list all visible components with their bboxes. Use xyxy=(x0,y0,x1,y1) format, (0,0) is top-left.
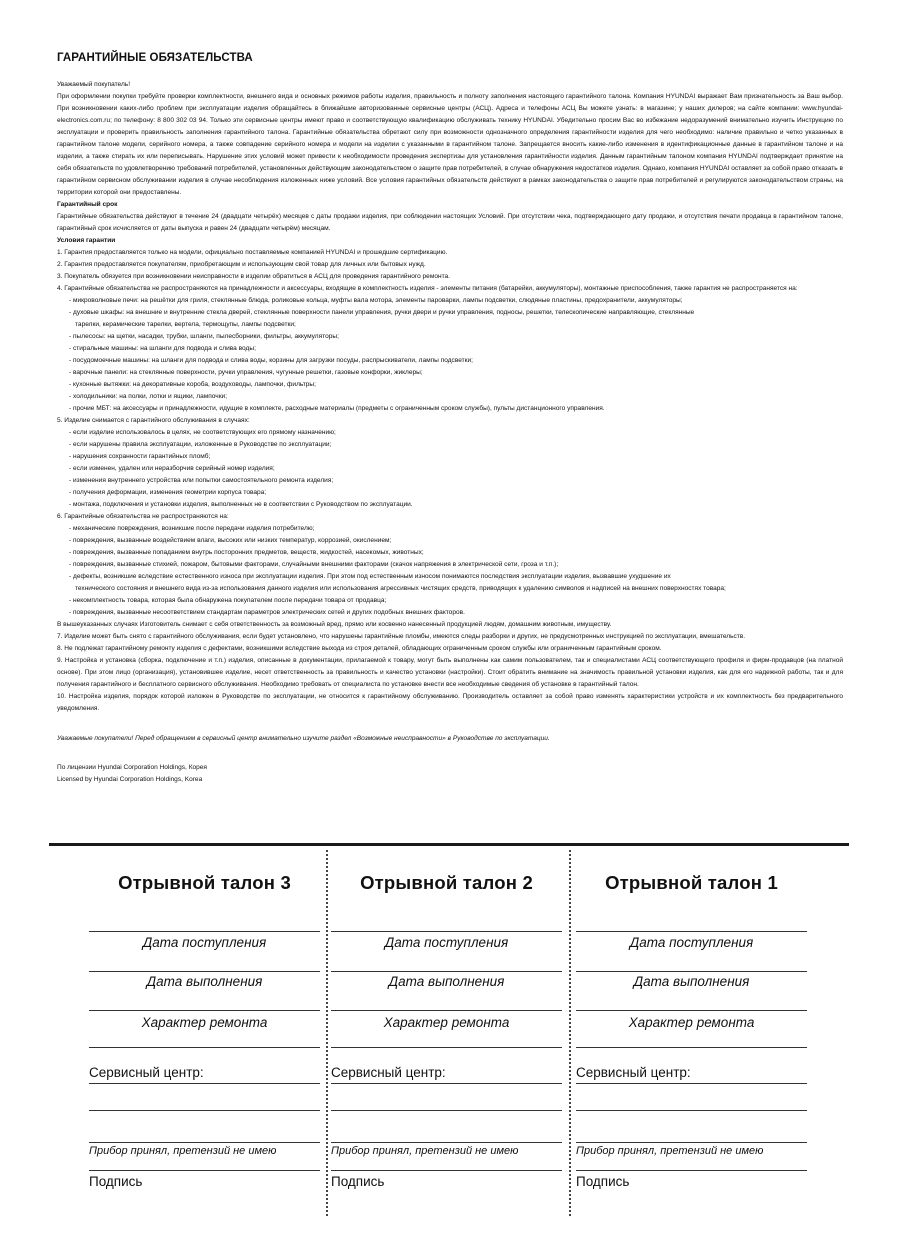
condition-3: 3. Покупатель обязуется при возникновении неисправности в изделии обратиться в АСЦ для проведения гарантийного ремонта. xyxy=(57,273,450,280)
condition-6-item: технического состояния и внешнего вида из-за использования данного изделия или использования агрессивных чистящих средств, приводящих к удалению символов и надписей на внешних поверхностях товара; xyxy=(75,585,726,592)
condition-5-item: - изменения внутреннего устройства или попытки самостоятельного ремонта изделия; xyxy=(69,477,334,484)
date-received-label: Дата поступления xyxy=(142,935,267,950)
divider-line xyxy=(331,1110,562,1111)
coupon-3 xyxy=(89,855,320,1215)
term-heading: Гарантийный срок xyxy=(57,201,118,208)
license-en: Licensed by Hyundai Corporation Holdings, Korea xyxy=(57,776,203,783)
condition-4-item: - кухонные вытяжки: на декоративные короба, воздуховоды, лампочки, фильтры; xyxy=(69,381,316,388)
condition-5-item: - получения деформации, изменения геометрии корпуса товара; xyxy=(69,489,267,496)
condition-6-tail: В вышеуказанных случаях Изготовитель снимает с себя ответственность за возможный вред, прямо или косвенно нанесенный продукцией людям, домашним животным, имуществу. xyxy=(57,621,612,628)
divider-line xyxy=(576,1110,807,1111)
service-center-label: Сервисный центр: xyxy=(331,1065,446,1080)
date-done-label: Дата выполнения xyxy=(146,974,263,989)
coupon-2 xyxy=(331,855,562,1215)
cut-line xyxy=(569,850,571,1216)
condition-4-item: - прочие МБТ: на аксессуары и принадлежности, идущие в комплекте, расходные материалы (предметы с ограниченным сроком службы), пульты дистанционного управления. xyxy=(69,405,605,412)
condition-4-item: тарелки, керамические тарелки, вертела, термощупы, лампы подсветки; xyxy=(75,321,296,328)
condition-5: 5. Изделие снимается с гарантийного обслуживания в случаях: xyxy=(57,417,250,424)
condition-6-item: - механические повреждения, возникшие после передачи изделия потребителю; xyxy=(69,525,315,532)
condition-7: 7. Изделие может быть снято с гарантийного обслуживания, если будет установлено, что нарушены гарантийные пломбы, имеются следы разборки и других, не предусмотренных инструкцией по эксплуатации, вмешательств. xyxy=(57,633,746,640)
condition-6-item: - дефекты, возникшие вследствие естественного износа при эксплуатации изделия. При этом под естественным износом понимаются последствия эксплуатации изделия, вызвавшие ухудшение их xyxy=(69,573,671,580)
condition-4-item: - стиральные машины: на шланги для подвода и слива воды; xyxy=(69,345,256,352)
conditions-heading: Условия гарантии xyxy=(57,237,116,244)
signature-label: Подпись xyxy=(331,1174,385,1189)
service-notice: Уважаемые покупатели! Перед обращением в сервисный центр внимательно изучите раздел «Возможные неисправности» в Руководстве по эксплуатации. xyxy=(57,735,550,742)
divider-line xyxy=(331,971,562,972)
condition-5-item: - монтажа, подключения и установки изделия, выполненных не в соответствии с Руководством по эксплуатации. xyxy=(69,501,413,508)
divider-line xyxy=(89,931,320,932)
divider-line xyxy=(89,1047,320,1048)
accepted-statement: Прибор принял, претензий не имею xyxy=(331,1145,519,1157)
cut-line xyxy=(326,850,328,1216)
accepted-statement: Прибор принял, претензий не имею xyxy=(89,1145,277,1157)
condition-4: 4. Гарантийные обязательства не распространяются на принадлежности и аксессуары, входящие в комплектность изделия - элементы питания (батарейки, аккумуляторы), монтажные приспособления, также гарантия не распространяется на: xyxy=(57,285,798,292)
divider-line xyxy=(89,1083,320,1084)
divider-line xyxy=(89,1110,320,1111)
service-center-label: Сервисный центр: xyxy=(576,1065,691,1080)
repair-type-label: Характер ремонта xyxy=(628,1015,755,1030)
divider-line xyxy=(576,971,807,972)
repair-type-label: Характер ремонта xyxy=(383,1015,510,1030)
condition-2: 2. Гарантия предоставляется покупателям, приобретающим и использующим свой товар для личных или бытовых нужд. xyxy=(57,261,426,268)
condition-6-item: - повреждения, вызванные стихией, пожаром, бытовыми факторами, случайными внешними факторами (скачок напряжения в электрической сети, гроза и т.п.); xyxy=(69,561,559,568)
tear-off-line xyxy=(49,843,849,846)
divider-line xyxy=(89,1010,320,1011)
date-received-label: Дата поступления xyxy=(629,935,754,950)
divider-line xyxy=(576,1170,807,1171)
condition-10: 10. Настройка изделия, порядок которой изложен в Руководстве по эксплуатации, не относится к гарантийному обслуживанию. Производитель оставляет за собой право изменять характеристики устройств и их комплектность без предварительного уведомления. xyxy=(57,693,843,712)
condition-4-item: - посудомоечные машины: на шланги для подвода и слива воды, корзины для загрузки посуды, распрыскиватели, лампы подсветки; xyxy=(69,357,474,364)
condition-6-item: - повреждения, вызванные воздействием влаги, высоких или низких температур, коррозией, окислением; xyxy=(69,537,392,544)
condition-5-item: - если изделие использовалось в целях, не соответствующих его прямому назначению; xyxy=(69,429,336,436)
signature-label: Подпись xyxy=(576,1174,630,1189)
term-paragraph: Гарантийные обязательства действуют в течение 24 (двадцати четырёх) месяцев с даты продажи изделия, при соблюдении настоящих Условий. При отсутствии чека, подтверждающего дату продажи, и отсутствия печати продавца в гарантийном талоне, гарантийный срок исчисляется от даты выпуска и равен 24 (двадцати четырём) месяцам. xyxy=(57,213,843,232)
divider-line xyxy=(331,1010,562,1011)
divider-line xyxy=(576,1047,807,1048)
service-center-label: Сервисный центр: xyxy=(89,1065,204,1080)
greeting: Уважаемый покупатель! xyxy=(57,81,131,88)
divider-line xyxy=(331,1170,562,1171)
warranty-title: ГАРАНТИЙНЫЕ ОБЯЗАТЕЛЬСТВА xyxy=(57,52,253,64)
condition-6-item: - повреждения, вызванные попаданием внутрь посторонних предметов, веществ, жидкостей, насекомых, животных; xyxy=(69,549,424,556)
condition-6-item: - некомплектность товара, которая была обнаружена покупателем после передачи товара от продавца; xyxy=(69,597,387,604)
accepted-statement: Прибор принял, претензий не имею xyxy=(576,1145,764,1157)
condition-9: 9. Настройка и установка (сборка, подключение и т.п.) изделия, описанные в документации, прилагаемой к товару, могут быть выполнены как самим пользователем, так и специалистами АСЦ соответствующего профиля и фирм-продавцов (на платной основе). При этом лицо (организация), установившее изделие, несет ответственность за правильность и качество установки (настройки). Стоит обратить внимание на значимость правильной установки изделия, как для его надежной работы, так и для получения гарантийного и бесплатного сервисного обслуживания. Необходимо требовать от специалиста по установке внести все необходимые сведения об установке в гарантийный талон. xyxy=(57,657,843,688)
condition-5-item: - если изменен, удален или неразборчив серийный номер изделия; xyxy=(69,465,275,472)
condition-4-item: - духовые шкафы: на внешние и внутренние стекла дверей, стеклянные поверхности панели управления, ручки двери и ручки управления, подносы, решетки, телескопические направляющие, стеклянные xyxy=(69,309,695,316)
condition-5-item: - если нарушены правила эксплуатации, изложенные в Руководстве по эксплуатации; xyxy=(69,441,332,448)
condition-4-item: - холодильники: на полки, лотки и ящики, лампочки; xyxy=(69,393,228,400)
intro-paragraph: При оформлении покупки требуйте проверки комплектности, внешнего вида и основных режимов работы изделия, правильность и полноту заполнения настоящего гарантийного талона. Компания HYUNDAI выражает Вам признательность за Ваш выбор. При возникновении каких-либо проблем при эксплуатации изделия обращайтесь в ближайшие авторизованные сервисные центры (АСЦ). Адреса и телефоны АСЦ Вы можете узнать: в магазине; у наших дилеров; на сайте компании: www.hyundai-electronics.com.ru; по телефону: 8 800 302 03 94. Только эти сервисные центры имеют право и соответствующую квалификацию обслуживать технику HYUNDAI. Убедительно просим Вас во избежание недоразумений внимательно изучить Инструкцию по эксплуатации и проверить правильность заполнения гарантийного талона. Гарантийные обязательства обретают силу при возможности однозначного определения гарантийности изделия для чего необходимо: наличие правильно и четко указанных в гарантийном талоне модели, серийного номера, а также совпадение серийного номера и модели на изделии с указанными в гарантийном талоне. Запрещается вносить какие-либо изменения в идентификационные данные в гарантийном талоне и на изделии, а также стирать их или переписывать. Нарушение этих условий может привести к необходимости проведения экспертизы для установления гарантийности изделия. Данным гарантийным талоном компания HYUNDAI подтверждает принятие на себя обязательств по удовлетворению требований потребителей, установленных действующим законодательством о защите прав потребителей, в случае обнаружения недостатков изделия. Однако, компания HYUNDAI оставляет за собой право отказать в гарантийном сервисном обслуживании изделия в случае несоблюдения изложенных ниже условий. Все условия гарантийных обязательств действуют в рамках законодательства о защите прав потребителей и регулируются законодательством страны, на территории которой они предоставлены. xyxy=(57,93,843,196)
condition-6-item: - повреждения, вызванные несоответствием стандартам параметров электрических сетей и других подобных внешних факторов. xyxy=(69,609,465,616)
condition-1: 1. Гарантия предоставляется только на модели, официально поставляемые компанией HYUNDAI и прошедшие сертификацию. xyxy=(57,249,448,256)
divider-line xyxy=(576,1010,807,1011)
coupon-1 xyxy=(576,855,807,1215)
repair-type-label: Характер ремонта xyxy=(141,1015,268,1030)
license-block xyxy=(57,762,843,786)
divider-line xyxy=(576,931,807,932)
divider-line xyxy=(331,1047,562,1048)
coupon-title: Отрывной талон 3 xyxy=(118,872,291,893)
condition-8: 8. Не подлежат гарантийному ремонту изделия с дефектами, возникшими вследствие выхода из строя деталей, обладающих ограниченным сроком службы или ограниченным гарантийным сроком. xyxy=(57,645,662,652)
license-ru: По лицензии Hyundai Corporation Holdings, Корея xyxy=(57,764,207,771)
condition-4-item: - пылесосы: на щетки, насадки, трубки, шланги, пылесборники, фильтры, аккумуляторы; xyxy=(69,333,339,340)
coupon-title: Отрывной талон 2 xyxy=(360,872,533,893)
warranty-section xyxy=(57,52,843,786)
divider-line xyxy=(89,1142,320,1143)
divider-line xyxy=(331,1142,562,1143)
condition-5-item: - нарушения сохранности гарантийных пломб; xyxy=(69,453,211,460)
divider-line xyxy=(576,1083,807,1084)
coupon-title: Отрывной талон 1 xyxy=(605,872,778,893)
divider-line xyxy=(89,971,320,972)
signature-label: Подпись xyxy=(89,1174,143,1189)
divider-line xyxy=(89,1170,320,1171)
date-done-label: Дата выполнения xyxy=(388,974,505,989)
condition-4-item: - варочные панели: на стеклянные поверхности, ручки управления, чугунные решетки, газовые конфорки, жиклеры; xyxy=(69,369,423,376)
divider-line xyxy=(331,1083,562,1084)
divider-line xyxy=(576,1142,807,1143)
divider-line xyxy=(331,931,562,932)
condition-4-item: - микроволновые печи: на решётки для гриля, стеклянные блюда, роликовые кольца, муфты вала мотора, элементы пароварки, лампы подсветки, слюдяные пластины, предохранители, аккумуляторы; xyxy=(69,297,683,304)
condition-6: 6. Гарантийные обязательства не распространяются на: xyxy=(57,513,229,520)
date-done-label: Дата выполнения xyxy=(633,974,750,989)
date-received-label: Дата поступления xyxy=(384,935,509,950)
